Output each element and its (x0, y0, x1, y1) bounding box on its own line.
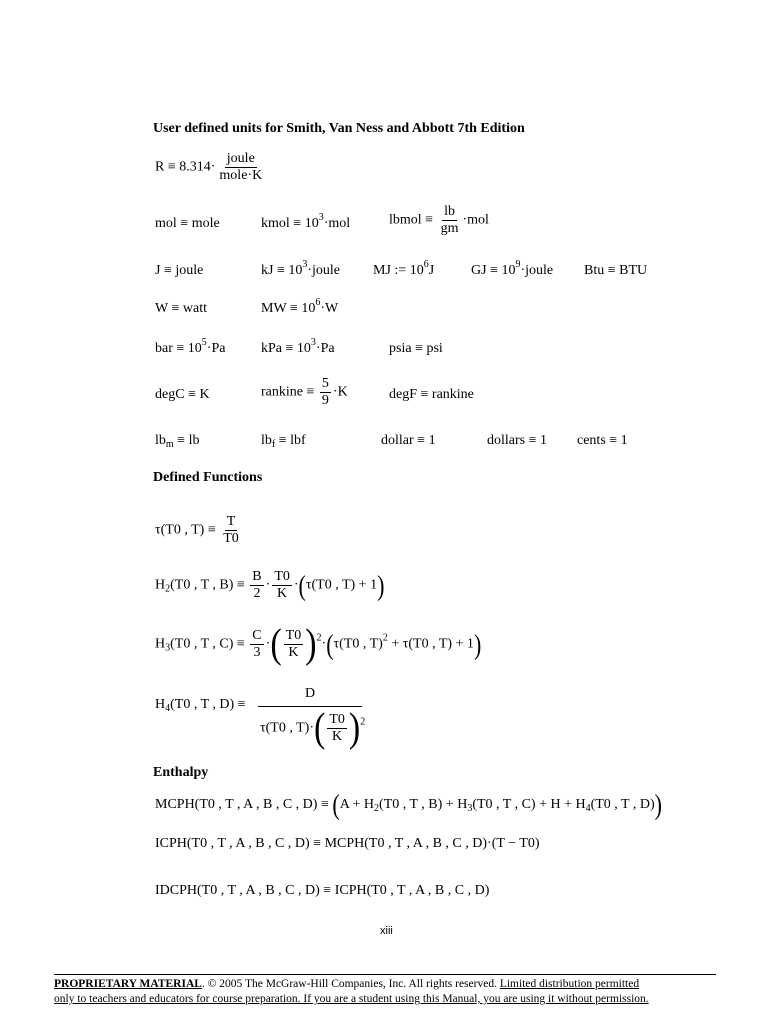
page-heading: User defined units for Smith, Van Ness and Abbott 7th Edition (153, 121, 525, 136)
dollars-definition: dollars ≡ 1 (487, 433, 548, 448)
defined-functions-heading: Defined Functions (153, 470, 263, 485)
kpa-definition: kPa ≡ $10^3\cdot Pa$ (261, 337, 335, 356)
page-number: xiii (380, 925, 393, 937)
footer-copyright: . © 2005 The McGraw-Hill Companies, Inc. All rights reserved. (201, 978, 500, 990)
degc-definition: degC ≡ K (155, 387, 210, 402)
joule-definition: J ≡ joule (155, 263, 204, 278)
psia-definition: psia ≡ psi (389, 341, 443, 356)
mcph-definition: MCPH(T0 , T , A , B , C , $D) \equiv (A + H_2(T0$ , T , $B) + H_3(T0$ , T , $C) + H + H_4(T0$ , T , D)) (155, 788, 662, 821)
footer-usage-notice: only to teachers and educators for course preparation. If you are a student using this Manual, you are using it without permission. (54, 993, 649, 1005)
mj-definition: MJ := $10^6J$ (373, 259, 435, 278)
enthalpy-heading: Enthalpy (153, 765, 209, 780)
dollar-definition: dollar ≡ 1 (381, 433, 436, 448)
lbf-definition: $lb_f$ ≡ lbf (261, 433, 306, 450)
r-constant-definition: R ≡ 8.314· $\frac{\text{joule}}{\text{mole·K}}$ (155, 151, 263, 183)
icph-definition: ICPH(T0 , T , A , B , C , D) ≡ MCPH(T0 , T , A , B , C , D)·(T − T0) (155, 836, 540, 851)
tau-function-definition: τ(T0 , T) ≡ $\frac{T}{T0}$ (155, 514, 239, 546)
h4-fraction-bar (258, 706, 362, 707)
h4-denominator: τ(T0 , T)·( $\frac{T0}{K}$ )$^2$ (260, 705, 366, 751)
lbm-definition: $lb_m$ ≡ lb (155, 433, 200, 450)
idcph-definition: IDCPH(T0 , T , A , B , C , D) ≡ ICPH(T0 , T , A , B , C , D) (155, 883, 490, 898)
btu-definition: Btu ≡ BTU (584, 263, 648, 278)
h3-function-definition: $H_3(T0$ , T , C) ≡ $\frac{C}{3}$ ·( $\frac{T0}{K}$ )$^2$·(τ(T0 , T)$^2$ + τ(T0 , T) + 1) (155, 621, 482, 667)
mw-definition: MW ≡ $10^6\cdot W$ (261, 297, 339, 316)
footer-label: PROPRIETARY MATERIAL (54, 978, 202, 990)
footer-distribution-notice: Limited distribution permitted (499, 978, 640, 990)
h2-function-definition: $H_2(T0$ , T , B) ≡ $\frac{B}{2}$ · $\frac{T0}{K}$ ·(τ(T0 , T) + 1) (155, 568, 385, 602)
proprietary-footer (54, 974, 716, 1007)
lbmol-definition: lbmol ≡ $\frac{lb}{gm}$ ·mol (389, 204, 489, 236)
kj-definition: kJ ≡ $10^3\cdot joule$ (261, 259, 341, 278)
h4-numerator: D (304, 686, 316, 701)
rankine-definition: rankine ≡ $\frac{5}{9}$ ·K (261, 376, 348, 408)
bar-definition: bar ≡ $10^5\cdot Pa$ (155, 337, 226, 356)
watt-definition: W ≡ watt (155, 301, 207, 316)
mol-definition: mol ≡ mole (155, 216, 220, 231)
kmol-definition: kmol ≡ $10^3\cdot mol$ (261, 212, 351, 231)
cents-definition: cents ≡ 1 (577, 433, 628, 448)
h4-function-label: $H_4(T0$ , T , D) ≡ (155, 697, 246, 714)
gj-definition: GJ ≡ $10^9\cdot joule$ (471, 259, 554, 278)
degf-definition: degF ≡ rankine (389, 387, 474, 402)
